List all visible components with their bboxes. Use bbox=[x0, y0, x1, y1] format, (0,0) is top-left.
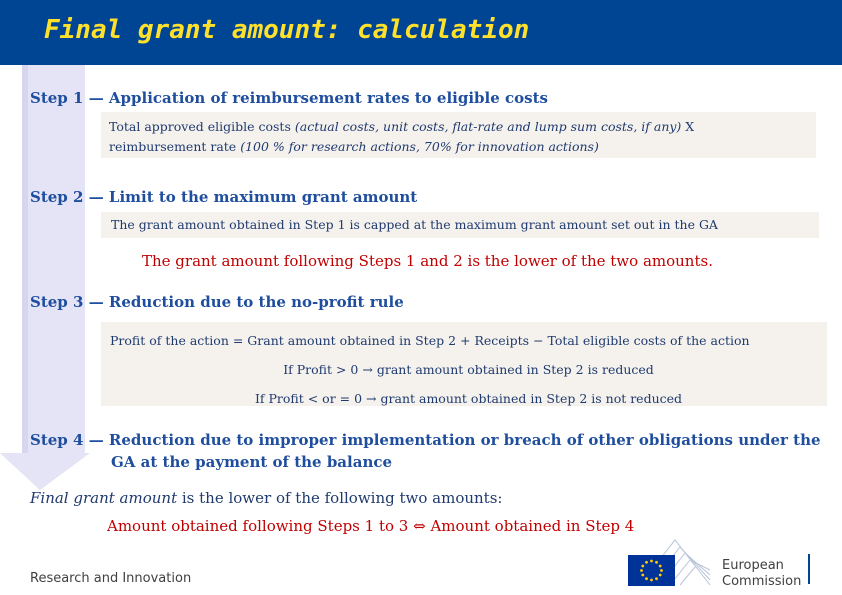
step3-box-line1: Profit of the action = Grant amount obtained in Step 2 + Receipts − Total eligible costs of the action bbox=[110, 333, 750, 348]
step1-box bbox=[101, 112, 816, 158]
step3-line2-condition: If Profit > 0 bbox=[283, 362, 359, 377]
step3-heading bbox=[30, 293, 404, 311]
step1-box-part3: X bbox=[685, 119, 695, 134]
final-amount-line bbox=[30, 489, 502, 507]
left-right-arrow-icon: ⇔ bbox=[413, 517, 426, 535]
right-arrow-icon: → bbox=[366, 391, 377, 406]
final-amount-a: Amount obtained following Steps 1 to 3 bbox=[107, 517, 409, 535]
step2-note: The grant amount following Steps 1 and 2 is the lower of the two amounts. bbox=[142, 252, 713, 270]
step3-title: — Reduction due to the no-profit rule bbox=[88, 293, 404, 311]
step2-heading bbox=[30, 188, 417, 206]
final-amount-b: Amount obtained in Step 4 bbox=[430, 517, 635, 535]
down-arrow-head bbox=[0, 453, 90, 490]
page-title: Final grant amount: calculation bbox=[44, 15, 530, 45]
step4-title: — Reduction due to improper implementation or breach of other obligations under the bbox=[88, 431, 821, 449]
step2-box-text: The grant amount obtained in Step 1 is capped at the maximum grant amount set out in the GA bbox=[111, 217, 718, 232]
step3-label: Step 3 bbox=[30, 293, 84, 311]
step4-heading bbox=[30, 431, 821, 449]
step3-box-line3 bbox=[110, 384, 827, 413]
final-amounts bbox=[107, 517, 634, 535]
step1-box-part4: reimbursement rate bbox=[109, 139, 237, 154]
ec-wordmark-line1: European bbox=[722, 558, 784, 573]
step1-box-part2: (actual costs, unit costs, flat-rate and lump sum costs, if any) bbox=[294, 119, 682, 134]
down-arrow-body bbox=[22, 65, 85, 453]
down-arrow-shade bbox=[22, 65, 28, 453]
right-arrow-icon: → bbox=[362, 362, 373, 377]
footer-research-innovation: Research and Innovation bbox=[30, 571, 192, 586]
step4-label: Step 4 bbox=[30, 431, 84, 449]
step1-heading bbox=[30, 89, 548, 107]
ec-divider bbox=[808, 554, 810, 584]
step1-box-part1: Total approved eligible costs bbox=[109, 119, 291, 134]
final-amount-rest: is the lower of the following two amounts: bbox=[177, 489, 503, 507]
final-amount-lead: Final grant amount bbox=[30, 489, 178, 507]
step2-label: Step 2 bbox=[30, 188, 84, 206]
ec-wordmark-line2: Commission bbox=[722, 574, 802, 589]
step1-box-part5: (100 % for research actions, 70% for innovation actions) bbox=[240, 139, 599, 154]
step3-line2-result: grant amount obtained in Step 2 is reduced bbox=[376, 362, 654, 377]
eu-flag-logo bbox=[605, 535, 715, 589]
step2-box bbox=[101, 212, 819, 238]
european-commission-wordmark bbox=[722, 558, 801, 590]
step4-heading-line2: GA at the payment of the balance bbox=[111, 453, 393, 471]
step2-title: — Limit to the maximum grant amount bbox=[88, 188, 418, 206]
step3-box-line2 bbox=[110, 355, 827, 384]
step3-line3-condition: If Profit < or = 0 bbox=[254, 391, 363, 406]
step1-title: — Application of reimbursement rates to eligible costs bbox=[88, 89, 548, 107]
step3-line3-result: grant amount obtained in Step 2 is not reduced bbox=[380, 391, 683, 406]
step1-label: Step 1 bbox=[30, 89, 84, 107]
step3-box bbox=[101, 322, 827, 406]
